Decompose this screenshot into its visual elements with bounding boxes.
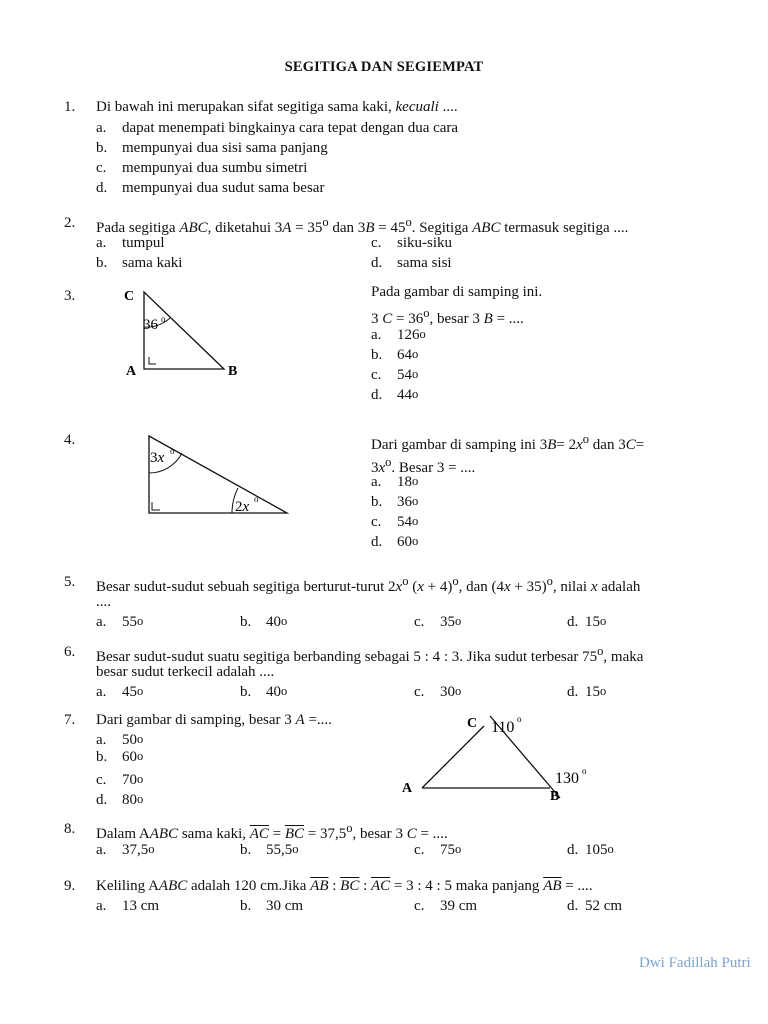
option-text: 50 bbox=[122, 732, 137, 748]
q4-c: C bbox=[625, 437, 636, 453]
q9-colon: : bbox=[363, 878, 368, 894]
q7-tail: =.... bbox=[308, 712, 332, 728]
q4-option-b[interactable] bbox=[371, 494, 418, 511]
option-letter: c. bbox=[96, 160, 107, 176]
q1-number: 1. bbox=[64, 99, 76, 115]
option-letter: c. bbox=[414, 614, 425, 630]
option-letter: a. bbox=[96, 732, 107, 748]
q4-l2a: 3 bbox=[371, 460, 379, 476]
q7-a: A bbox=[295, 712, 305, 728]
degree-sign: o bbox=[281, 614, 288, 628]
q9-ac: $\overline{AC}$ bbox=[371, 878, 391, 894]
q6-l1: Besar sudut-sudut suatu segitiga berbanding sebagai 5 : 4 : 3. Jika sudut terbesar 75 bbox=[96, 649, 598, 665]
option-text: siku-siku bbox=[397, 235, 453, 251]
option-letter: b. bbox=[371, 347, 383, 363]
degree-sign: o bbox=[385, 455, 392, 469]
option-text: 75 bbox=[440, 842, 455, 858]
q4-right-angle-mark bbox=[152, 502, 160, 510]
q7-angle-b: 130 bbox=[555, 770, 579, 787]
degree-sign: o bbox=[452, 574, 459, 588]
q7-side-ac bbox=[422, 726, 484, 788]
q4-angle-top: 3x bbox=[150, 450, 165, 466]
q8-bc: $\overline{BC}$ bbox=[284, 826, 305, 842]
q7-angle-c-degree: o bbox=[517, 714, 522, 724]
q5-text bbox=[96, 574, 640, 596]
angle-symbol: 3 bbox=[436, 460, 445, 476]
q2-abc: ABC bbox=[472, 220, 501, 236]
q4-triangle-figure bbox=[140, 428, 300, 520]
q2-p3: . Segitiga bbox=[411, 220, 469, 236]
degree-sign: o bbox=[292, 842, 299, 856]
q2-option-d[interactable] bbox=[371, 255, 452, 272]
q9-ab: $\overline{AB}$ bbox=[310, 878, 329, 894]
degree-sign: o bbox=[405, 215, 412, 229]
q6-option-a[interactable] bbox=[96, 684, 143, 701]
degree-sign: o bbox=[419, 327, 426, 341]
option-letter: c. bbox=[371, 235, 382, 251]
angle-symbol: 3 bbox=[357, 220, 366, 236]
q6-option-b[interactable] bbox=[240, 684, 287, 701]
degree-sign: o bbox=[607, 842, 614, 856]
option-letter: d. bbox=[371, 534, 383, 550]
option-text: mempunyai dua sisi sama panjang bbox=[122, 140, 328, 156]
option-text: 35 bbox=[440, 614, 455, 630]
q3-right-angle-mark bbox=[149, 357, 156, 364]
q2-option-c[interactable] bbox=[371, 235, 452, 252]
degree-sign: o bbox=[402, 574, 409, 588]
angle-symbol: 3 bbox=[371, 311, 379, 327]
q7-number: 7. bbox=[64, 712, 76, 728]
q8-option-b[interactable] bbox=[240, 842, 299, 859]
q7-angle-b-degree: o bbox=[582, 766, 587, 776]
q6-l1b: , maka bbox=[603, 649, 644, 665]
option-text: 36 bbox=[397, 494, 412, 510]
q3-label-b: B bbox=[228, 364, 238, 379]
degree-sign: o bbox=[281, 684, 288, 698]
q8-p4: , besar bbox=[352, 826, 392, 842]
q4-angle-right: 2x bbox=[235, 499, 250, 515]
q7-option-a[interactable] bbox=[96, 732, 143, 749]
degree-sign: o bbox=[546, 574, 553, 588]
option-text: tumpul bbox=[122, 235, 165, 251]
option-letter: d. bbox=[567, 898, 579, 914]
q6-option-c[interactable] bbox=[414, 684, 461, 701]
q9-text bbox=[96, 878, 592, 895]
q9-option-a[interactable] bbox=[96, 898, 159, 915]
q3-c: C bbox=[382, 311, 393, 327]
degree-sign: o bbox=[423, 306, 430, 320]
option-letter: b. bbox=[240, 898, 252, 914]
q8-ac: $\overline{AC}$ bbox=[249, 826, 269, 842]
q1-option-d[interactable] bbox=[96, 180, 324, 197]
q3-option-b[interactable] bbox=[371, 347, 418, 364]
q8-number: 8. bbox=[64, 821, 76, 837]
q7-label-a: A bbox=[402, 781, 413, 796]
degree-sign: o bbox=[137, 792, 144, 806]
q8-c: C bbox=[406, 826, 417, 842]
q6-line1 bbox=[96, 644, 643, 666]
option-letter: a. bbox=[96, 684, 107, 700]
q3-triangle-figure bbox=[118, 282, 248, 382]
q8-tail: = .... bbox=[420, 826, 448, 842]
q7-label-c: C bbox=[467, 716, 478, 731]
option-text: 105 bbox=[585, 842, 608, 858]
option-text: mempunyai dua sudut sama besar bbox=[122, 180, 325, 196]
q5-p5: + 35) bbox=[514, 579, 547, 595]
option-letter: d. bbox=[96, 180, 108, 196]
option-text: 13 cm bbox=[122, 898, 160, 914]
q3-option-c[interactable] bbox=[371, 367, 418, 384]
degree-sign: o bbox=[346, 821, 353, 835]
q8-option-c[interactable] bbox=[414, 842, 461, 859]
q3-option-d[interactable] bbox=[371, 387, 418, 404]
option-text: 80 bbox=[122, 792, 137, 808]
q8-p2: sama kaki, bbox=[181, 826, 246, 842]
q5-p6: , nilai bbox=[552, 579, 588, 595]
q9-p1: Keliling A bbox=[96, 878, 159, 894]
q4-option-d[interactable] bbox=[371, 534, 418, 551]
q4-l2c: = .... bbox=[448, 460, 476, 476]
option-letter: d. bbox=[96, 792, 108, 808]
q8-text bbox=[96, 821, 448, 843]
q5-option-c[interactable] bbox=[414, 614, 461, 631]
angle-symbol: 3 bbox=[284, 712, 292, 728]
q9-bc: $\overline{BC}$ bbox=[340, 878, 360, 894]
degree-sign: o bbox=[412, 514, 419, 528]
q9-ratio: = 3 : 4 : 5 maka panjang bbox=[393, 878, 540, 894]
q1-option-a[interactable] bbox=[96, 120, 458, 137]
q9-ab-2: $\overline{AB}$ bbox=[543, 878, 562, 894]
option-text: 70 bbox=[122, 772, 137, 788]
q3-number: 3. bbox=[64, 288, 76, 304]
q6-number: 6. bbox=[64, 644, 76, 660]
q7-angle-c: 110 bbox=[491, 719, 515, 736]
q4-l2b: . Besar bbox=[391, 460, 434, 476]
option-letter: a. bbox=[96, 120, 107, 136]
option-text: sama sisi bbox=[397, 255, 452, 271]
q5-p2: ( bbox=[412, 579, 418, 595]
q2-option-a[interactable] bbox=[96, 235, 165, 252]
option-text: 45 bbox=[122, 684, 137, 700]
q4-eqc: = bbox=[635, 437, 645, 453]
option-letter: c. bbox=[96, 772, 107, 788]
degree-sign: o bbox=[148, 842, 155, 856]
option-letter: b. bbox=[96, 140, 108, 156]
q5-p7: adalah bbox=[601, 579, 641, 595]
option-letter: b. bbox=[96, 749, 108, 765]
q2-dan: dan bbox=[332, 220, 355, 236]
option-text: 30 cm bbox=[266, 898, 304, 914]
q1-option-b[interactable] bbox=[96, 140, 328, 157]
option-letter: c. bbox=[414, 684, 425, 700]
q2-eqb: = 45 bbox=[378, 220, 406, 236]
q3-tail: = .... bbox=[496, 311, 524, 327]
option-text: sama kaki bbox=[122, 255, 183, 271]
option-letter: d. bbox=[567, 842, 579, 858]
q5-option-d[interactable] bbox=[567, 614, 606, 631]
degree-sign: o bbox=[455, 614, 462, 628]
option-letter: a. bbox=[96, 235, 107, 251]
degree-sign: o bbox=[137, 614, 144, 628]
option-letter: d. bbox=[371, 255, 383, 271]
q8-eq: = bbox=[272, 826, 282, 842]
q3-mid: , besar bbox=[429, 311, 469, 327]
q9-option-d[interactable] bbox=[567, 898, 622, 915]
q1-emph: kecuali bbox=[395, 99, 439, 115]
q2-a: A bbox=[282, 220, 292, 236]
angle-symbol: 3 bbox=[472, 311, 480, 327]
option-text: 40 bbox=[266, 614, 281, 630]
q9-colon: : bbox=[332, 878, 337, 894]
q2-option-b[interactable] bbox=[96, 255, 182, 272]
q5-x: x bbox=[504, 579, 511, 595]
q2-p1: Pada segitiga bbox=[96, 220, 176, 236]
q7-text bbox=[96, 712, 332, 729]
degree-sign: o bbox=[412, 347, 419, 361]
q4-option-c[interactable] bbox=[371, 514, 418, 531]
option-letter: c. bbox=[414, 898, 425, 914]
q4-p1: Dari gambar di samping ini bbox=[371, 437, 536, 453]
option-letter: c. bbox=[414, 842, 425, 858]
q4-option-a[interactable] bbox=[371, 474, 418, 491]
angle-symbol: 3 bbox=[395, 826, 403, 842]
q4-dan: dan bbox=[592, 437, 615, 453]
q7-option-b[interactable] bbox=[96, 749, 143, 766]
q2-number: 2. bbox=[64, 215, 76, 231]
option-text: 55 bbox=[122, 614, 137, 630]
degree-sign: o bbox=[412, 367, 419, 381]
q2-p4: termasuk segitiga .... bbox=[504, 220, 629, 236]
q4-angle-top-degree: o bbox=[170, 446, 175, 456]
q5-number: 5. bbox=[64, 574, 76, 590]
option-letter: b. bbox=[371, 494, 383, 510]
q2-p2: , diketahui bbox=[207, 220, 271, 236]
q8-option-a[interactable] bbox=[96, 842, 155, 859]
option-text: 30 bbox=[440, 684, 455, 700]
page-title: SEGITIGA DAN SEGIEMPAT bbox=[284, 59, 484, 75]
q2-abc: ABC bbox=[179, 220, 208, 236]
q3-option-a[interactable] bbox=[371, 327, 426, 344]
q7-triangle-figure bbox=[398, 708, 608, 808]
q4-b: B bbox=[547, 437, 557, 453]
q8-p3: = 37,5 bbox=[307, 826, 347, 842]
q3-label-c: C bbox=[124, 289, 135, 304]
q1-tail: .... bbox=[442, 99, 458, 115]
q5-cont: .... bbox=[96, 594, 111, 610]
q5-p4: , dan (4 bbox=[458, 579, 504, 595]
q9-p2: adalah 120 cm.Jika bbox=[191, 878, 307, 894]
option-letter: a. bbox=[371, 474, 382, 490]
option-letter: b. bbox=[240, 614, 252, 630]
degree-sign: o bbox=[600, 614, 607, 628]
q6-line2: besar sudut terkecil adalah .... bbox=[96, 664, 275, 680]
q5-x: x bbox=[417, 579, 424, 595]
degree-sign: o bbox=[137, 772, 144, 786]
q9-option-c[interactable] bbox=[414, 898, 477, 915]
q3-b: B bbox=[483, 311, 493, 327]
q5-x: x bbox=[590, 579, 598, 595]
q4-angle-right-degree: o bbox=[254, 494, 259, 504]
q2-text bbox=[96, 215, 628, 237]
degree-sign: o bbox=[137, 684, 144, 698]
q9-abc: ABC bbox=[158, 878, 188, 894]
option-letter: b. bbox=[240, 842, 252, 858]
q5-p3: + 4) bbox=[427, 579, 453, 595]
option-letter: a. bbox=[371, 327, 382, 343]
q3-eqc: = 36 bbox=[396, 311, 424, 327]
option-letter: c. bbox=[371, 514, 382, 530]
option-text: 60 bbox=[122, 749, 137, 765]
q4-x: x bbox=[378, 460, 386, 476]
option-text: 39 cm bbox=[440, 898, 478, 914]
option-text: 54 bbox=[397, 514, 412, 530]
q7-p1: Dari gambar di samping, besar bbox=[96, 712, 281, 728]
option-letter: b. bbox=[240, 684, 252, 700]
option-letter: d. bbox=[371, 387, 383, 403]
q8-option-d[interactable] bbox=[567, 842, 614, 859]
q9-option-b[interactable] bbox=[240, 898, 303, 915]
q2-eqa: = 35 bbox=[295, 220, 323, 236]
q5-option-a[interactable] bbox=[96, 614, 143, 631]
option-text: 15 bbox=[585, 614, 600, 630]
q5-p1: Besar sudut-sudut sebuah segitiga berturut-turut 2 bbox=[96, 579, 396, 595]
degree-sign: o bbox=[455, 684, 462, 698]
q6-option-d[interactable] bbox=[567, 684, 606, 701]
q7-option-c[interactable] bbox=[96, 772, 143, 789]
angle-symbol: 3 bbox=[618, 437, 626, 453]
q1-text-main: Di bawah ini merupakan sifat segitiga sama kaki, bbox=[96, 99, 392, 115]
option-text: 126 bbox=[397, 327, 420, 343]
degree-sign: o bbox=[137, 732, 144, 746]
q1-text bbox=[96, 99, 458, 116]
degree-sign: o bbox=[412, 534, 419, 548]
q3-label-a: A bbox=[126, 364, 137, 379]
q7-option-d[interactable] bbox=[96, 792, 143, 809]
q1-option-c[interactable] bbox=[96, 160, 307, 177]
option-text: 44 bbox=[397, 387, 412, 403]
degree-sign: o bbox=[412, 387, 419, 401]
option-letter: a. bbox=[96, 614, 107, 630]
option-text: mempunyai dua sumbu simetri bbox=[122, 160, 308, 176]
q4-eqb: = 2 bbox=[556, 437, 577, 453]
degree-sign: o bbox=[412, 474, 419, 488]
option-text: dapat menempati bingkainya cara tepat dengan dua cara bbox=[122, 120, 459, 136]
option-text: 52 cm bbox=[585, 898, 623, 914]
option-text: 60 bbox=[397, 534, 412, 550]
option-text: 64 bbox=[397, 347, 412, 363]
option-text: 55,5 bbox=[266, 842, 293, 858]
degree-sign: o bbox=[600, 684, 607, 698]
q7-label-b: B bbox=[550, 789, 560, 804]
q3-angle-label: 36 bbox=[143, 317, 158, 333]
degree-sign: o bbox=[582, 432, 590, 446]
degree-sign: o bbox=[322, 215, 329, 229]
q4-number: 4. bbox=[64, 432, 76, 448]
q4-x: x bbox=[576, 437, 583, 453]
degree-sign: o bbox=[412, 494, 419, 508]
q9-number: 9. bbox=[64, 878, 76, 894]
q8-abc: ABC bbox=[149, 826, 179, 842]
option-letter: b. bbox=[96, 255, 108, 271]
option-text: 40 bbox=[266, 684, 281, 700]
author-footer: Dwi Fadillah Putri bbox=[639, 955, 751, 971]
option-text: 15 bbox=[585, 684, 600, 700]
q8-p1: Dalam A bbox=[96, 826, 150, 842]
option-text: 54 bbox=[397, 367, 412, 383]
q3-intro: Pada gambar di samping ini. bbox=[371, 284, 543, 300]
degree-sign: o bbox=[137, 749, 144, 763]
option-text: 37,5 bbox=[122, 842, 149, 858]
option-letter: a. bbox=[96, 898, 107, 914]
option-letter: d. bbox=[567, 614, 579, 630]
angle-symbol: 3 bbox=[274, 220, 283, 236]
degree-sign: o bbox=[597, 644, 604, 658]
option-letter: c. bbox=[371, 367, 382, 383]
q3-question bbox=[371, 306, 524, 328]
option-letter: d. bbox=[567, 684, 579, 700]
q3-angle-degree: o bbox=[161, 314, 166, 324]
degree-sign: o bbox=[455, 842, 462, 856]
q2-b: B bbox=[365, 220, 375, 236]
q5-x: x bbox=[395, 579, 403, 595]
angle-symbol: 3 bbox=[539, 437, 548, 453]
option-text: 18 bbox=[397, 474, 412, 490]
q4-line1 bbox=[371, 432, 644, 454]
option-letter: a. bbox=[96, 842, 107, 858]
q5-option-b[interactable] bbox=[240, 614, 287, 631]
q9-tail: = .... bbox=[565, 878, 593, 894]
